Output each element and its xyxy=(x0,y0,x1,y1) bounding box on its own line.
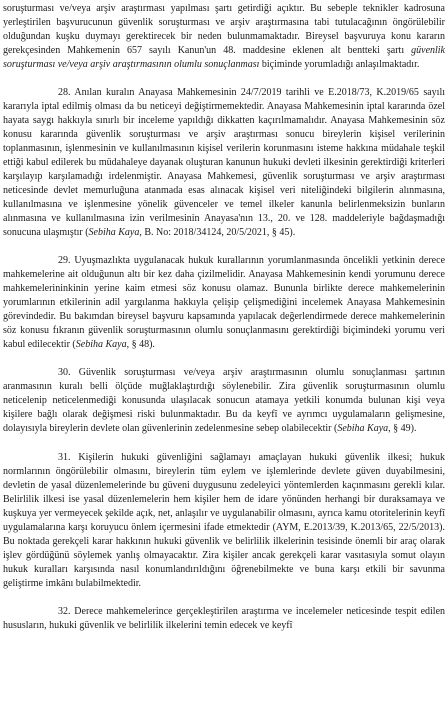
paragraph-text: Anılan kuralın Anayasa Mahkemesinin 24/7/2019 tarihli ve E.2018/73, K.2019/65 sayılı kararıyla iptal edilmiş olması da bu neticeyi değiştirmemektedir. Anayasa Mahkemesinin iptal kararında özel hayata saygı hakkıyla sınırlı bir inceleme yapıldığı dikkatten kaçırılmamalıdır. Anayasa Mahkemesinin söz konusu kararında güvenlik soruşturması ve arşiv araştırması sonucu bireylerin kişisel verilerinin toplanmasının, işlenmesinin ve kullanılmasının kişisel verilerin korunmasını isteme hakkına müdahale teşkil ettiği kabul edilerek bu müdahaleye dayanak oluşturan kanunun hukuki devleti ilkesinin gerektirdiği kriterleri karşılayıp karşılamadığı irdelenmiştir. Anayasa Mahkemesi, güvenlik soruşturması ve arşiv araştırması neticesinde devlet memurluğuna atanmada esas alınacak kişisel veri niteliğindeki bilgilerin alınmasına, kullanılmasına ve işlenmesine yönelik güvenceler ve temel ilkeler kanunla belirlenmeksizin bunların alınmasına ve kullanılmasına izin verilmesinin Anayasa'nın 13., 20. ve 128. maddeleriyle bağdaşmadığı sonucuna ulaşmıştır ( xyxy=(3,87,445,238)
paragraph-text-italic: güvenlik soruşturması ve/veya arşiv araştırmasının olumlu sonuçlanması xyxy=(3,45,445,70)
paragraph-number: 29. xyxy=(58,255,71,266)
paragraph-continued xyxy=(3,2,445,72)
paragraph-number: 31. xyxy=(58,452,71,463)
paragraph-text: , B. No: 2018/34124, 20/5/2021, § 45). xyxy=(139,227,296,238)
case-name: Sebiha Kaya xyxy=(75,339,127,350)
paragraph-number: 32. xyxy=(58,606,71,617)
paragraph-text: Uyuşmazlıkta uygulanacak hukuk kurallarının yorumlanmasında öncelikli yetkinin derece mahkemelerine ait olduğunun altı bir kez daha çizilmelidir. Anayasa Mahkemesinin kendi yorumunu derece mahkemelerininkinin yerine kaim etmesi söz konusu olamaz. Bununla birlikte derece mahkemelerinin yorumlarının etkilerinin adil yargılanma hakkıyla çelişip çelişmediğini incelemek Anayasa Mahkemesinin görevindedir. Bu bakımdan bireysel başvuru kapsamında yapılacak değerlendirmede derece mahkemelerinin söz konusu fıkranın güvenlik soruşturmasının olumlu sonuçlanmasını gerektirdiği biçimindeki yorumu veri kabul edilecektir ( xyxy=(3,255,446,350)
case-name: Sebiha Kaya xyxy=(337,423,389,434)
paragraph-text: soruşturması ve/veya arşiv araştırması yapılması şartı getirdiği açıktır. Bu sebeple teknikler kadrosuna yerleştirilen başvurucunun güvenlik soruşturması ve arşiv araştırmasına tabi tutulacağının öngörülebilir olduğundan kuşku duymayı gerektirecek bir neden bulunmamaktadır. Bireysel başvuruya konu kararın gerekçesinden Mahkemenin 657 sayılı Kanun'un 48. maddesine eklenen alt bentteki şartı xyxy=(3,3,445,56)
paragraph-29 xyxy=(3,254,445,352)
paragraph-text: biçiminde yorumladığı anlaşılmaktadır. xyxy=(259,59,420,70)
paragraph-30 xyxy=(3,366,445,436)
paragraph-text: , § 48). xyxy=(126,339,155,350)
paragraph-31 xyxy=(3,451,445,591)
paragraph-28 xyxy=(3,86,445,240)
paragraph-number: 30. xyxy=(58,367,71,378)
case-name: Sebiha Kaya xyxy=(88,227,140,238)
paragraph-number: 28. xyxy=(58,87,71,98)
paragraph-text: , § 49). xyxy=(388,423,417,434)
paragraph-text: Güvenlik soruşturması ve/veya arşiv araştırmasının olumlu sonuçlanması şartının aranmasının kuralı belli ölçüde muğlaklaştırdığı söylenebilir. Zira güvenlik soruşturmasının olumlu neticelenip neticelenmediği konusunda ulaşılacak sonucun atamaya yetkili konumda bulunan kişi veya kişilere bağlı olarak değişmesi riski bulunmaktadır. Bu da keyfî ve ayrımcı uygulamaların gelişmesine, dolayısıyla bireylerin devlete olan güvenlerinin zedelenmesine sebep olabilecektir ( xyxy=(3,367,445,434)
paragraph-text: Kişilerin hukuki güvenliğini sağlamayı amaçlayan hukuki güvenlik ilkesi; hukuk normlarının öngörülebilir olmasını, bireylerin tüm eylem ve işlemlerinde devlete güven duyabilmesini, devletin de yasal düzenlemelerinde bu güveni duygusunu zedeleyici yöntemlerden kaçınmasını gerekli kılar. Belirlilik ilkesi ise yasal düzenlemelerin hem kişiler hem de idare yönünden herhangi bir duraksamaya ve kuşkuya yer vermeyecek şekilde açık, net, anlaşılır ve uygulanabilir olmasını, ayrıca kamu otoritelerinin keyfî uygulamalarına karşı koruyucu önlem içermesini ifade etmektedir (AYM, E.2013/39, K.2013/65, 22/5/2013). Bu noktada gerekçeli karar hakkının hukuki güvenlik ve belirlilik ilkelerinin tesisinde önemli bir araç olarak işlev gördüğünü söylemek yanlış olmayacaktır. Zira kişiler ancak gerekçeli karar vasıtasıyla somut olayın hukuk kuralları karşısında nasıl konumlandırıldığını öğrenebilmekte ve buna karşı etkili bir savunma geliştirme imkânı bulabilmektedir. xyxy=(3,452,445,589)
paragraph-text: Derece mahkemelerince gerçekleştirilen araştırma ve incelemeler neticesinde tespit edilen hususların, hukuki güvenlik ve belirlilik ilkelerini temin edecek ve keyfî xyxy=(3,606,445,631)
paragraph-32 xyxy=(3,605,445,633)
